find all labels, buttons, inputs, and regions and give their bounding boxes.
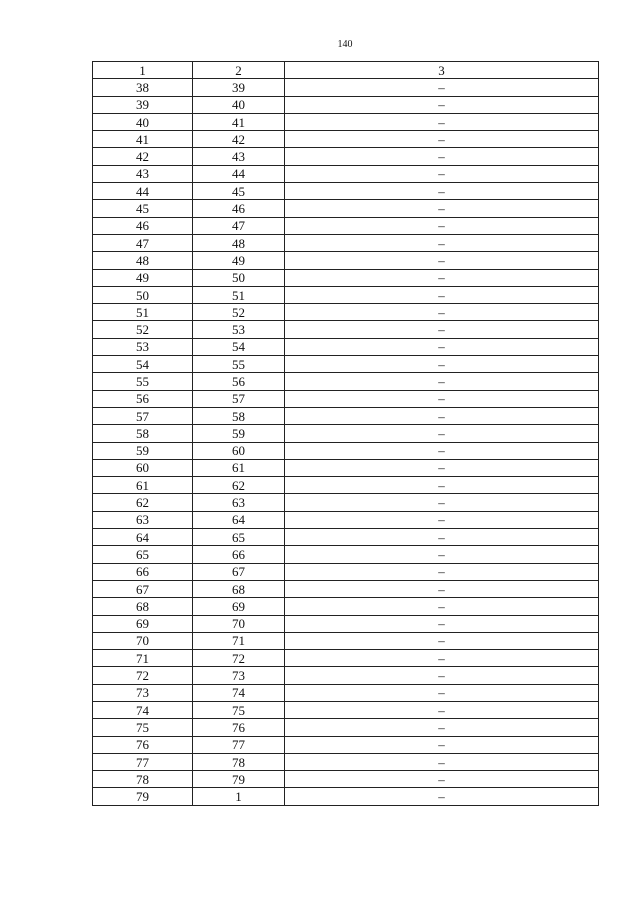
table-cell: 53	[93, 338, 193, 355]
table-cell: –	[285, 252, 599, 269]
table-row	[93, 148, 599, 165]
table-cell: 50	[93, 286, 193, 303]
table-cell: 41	[193, 113, 285, 130]
table-cell: 78	[193, 753, 285, 770]
table-cell: 62	[193, 477, 285, 494]
table-cell: 73	[93, 684, 193, 701]
table-row	[93, 390, 599, 407]
table-cell: 42	[193, 131, 285, 148]
table-cell: –	[285, 529, 599, 546]
table-cell: 67	[93, 580, 193, 597]
table-cell: 47	[193, 217, 285, 234]
table-row	[93, 217, 599, 234]
table-row	[93, 788, 599, 805]
table-cell: 72	[93, 667, 193, 684]
table-row	[93, 701, 599, 718]
table-row	[93, 546, 599, 563]
table-cell: –	[285, 650, 599, 667]
table-row	[93, 684, 599, 701]
table-cell: 40	[193, 96, 285, 113]
table-cell: 77	[93, 753, 193, 770]
table-cell: –	[285, 580, 599, 597]
table-row	[93, 615, 599, 632]
table-cell: 43	[193, 148, 285, 165]
table-cell: 66	[93, 563, 193, 580]
table-row	[93, 113, 599, 130]
table-cell: 41	[93, 131, 193, 148]
table-row	[93, 200, 599, 217]
table-cell: –	[285, 459, 599, 476]
table-row	[93, 753, 599, 770]
table-row	[93, 286, 599, 303]
table-cell: 52	[193, 304, 285, 321]
table-cell: 79	[93, 788, 193, 805]
table-cell: –	[285, 546, 599, 563]
table-row	[93, 96, 599, 113]
table-cell: –	[285, 667, 599, 684]
table-header-row	[93, 62, 599, 79]
table-cell: 79	[193, 771, 285, 788]
table-cell: 49	[193, 252, 285, 269]
table-cell: 76	[93, 736, 193, 753]
table-cell: 59	[193, 425, 285, 442]
table-cell: –	[285, 771, 599, 788]
table-row	[93, 407, 599, 424]
table-row	[93, 356, 599, 373]
table-cell: 44	[193, 165, 285, 182]
table-cell: –	[285, 165, 599, 182]
table-cell: 72	[193, 650, 285, 667]
table-cell: –	[285, 788, 599, 805]
table-cell: 46	[193, 200, 285, 217]
table-cell: 60	[93, 459, 193, 476]
table-cell: –	[285, 269, 599, 286]
table-cell: –	[285, 131, 599, 148]
table-cell: –	[285, 615, 599, 632]
table-cell: 48	[93, 252, 193, 269]
table-cell: 69	[93, 615, 193, 632]
table-cell: –	[285, 217, 599, 234]
table-cell: 64	[193, 511, 285, 528]
table-row	[93, 234, 599, 251]
table-cell: 74	[193, 684, 285, 701]
table-cell: 75	[193, 701, 285, 718]
table-row	[93, 632, 599, 649]
table-cell: 74	[93, 701, 193, 718]
table-cell: 64	[93, 529, 193, 546]
table-cell: 61	[193, 459, 285, 476]
table-cell: –	[285, 477, 599, 494]
table-row	[93, 667, 599, 684]
table-cell: 61	[93, 477, 193, 494]
table-cell: 51	[193, 286, 285, 303]
table-cell: 44	[93, 183, 193, 200]
table-row	[93, 719, 599, 736]
table-cell: –	[285, 407, 599, 424]
table-cell: 60	[193, 442, 285, 459]
table-cell: –	[285, 511, 599, 528]
table-cell: 58	[193, 407, 285, 424]
table-cell: –	[285, 200, 599, 217]
table-row	[93, 650, 599, 667]
table-row	[93, 321, 599, 338]
table-cell: 66	[193, 546, 285, 563]
table-cell: 59	[93, 442, 193, 459]
table-row	[93, 373, 599, 390]
table-cell: 67	[193, 563, 285, 580]
table-row	[93, 252, 599, 269]
table-row	[93, 511, 599, 528]
table-cell: –	[285, 234, 599, 251]
table-cell: –	[285, 563, 599, 580]
table-row	[93, 425, 599, 442]
table-cell: –	[285, 148, 599, 165]
table-cell: 65	[193, 529, 285, 546]
table-cell: 78	[93, 771, 193, 788]
table-cell: 42	[93, 148, 193, 165]
table-row	[93, 269, 599, 286]
table-cell: 58	[93, 425, 193, 442]
table-cell: –	[285, 598, 599, 615]
column-header: 2	[193, 62, 285, 79]
table-cell: –	[285, 356, 599, 373]
table-cell: 70	[93, 632, 193, 649]
table-cell: –	[285, 701, 599, 718]
table-cell: –	[285, 321, 599, 338]
table-cell: 69	[193, 598, 285, 615]
table-cell: 54	[93, 356, 193, 373]
table-row	[93, 442, 599, 459]
table-row	[93, 736, 599, 753]
table-cell: 56	[93, 390, 193, 407]
table-cell: 55	[93, 373, 193, 390]
table-cell: 39	[93, 96, 193, 113]
table-cell: 55	[193, 356, 285, 373]
table-cell: 71	[193, 632, 285, 649]
table-cell: 62	[93, 494, 193, 511]
table-cell: –	[285, 719, 599, 736]
table-cell: –	[285, 390, 599, 407]
table-cell: 45	[93, 200, 193, 217]
table-cell: 57	[93, 407, 193, 424]
table-cell: 63	[193, 494, 285, 511]
table-cell: –	[285, 442, 599, 459]
table-cell: 50	[193, 269, 285, 286]
table-row	[93, 131, 599, 148]
table-cell: 45	[193, 183, 285, 200]
table-cell: 51	[93, 304, 193, 321]
table-cell: 46	[93, 217, 193, 234]
table-row	[93, 304, 599, 321]
table-cell: 43	[93, 165, 193, 182]
table-cell: 68	[193, 580, 285, 597]
table-cell: –	[285, 373, 599, 390]
table-cell: –	[285, 304, 599, 321]
table-row	[93, 580, 599, 597]
table-cell: –	[285, 96, 599, 113]
table-cell: –	[285, 79, 599, 96]
table-cell: –	[285, 338, 599, 355]
table-cell: –	[285, 425, 599, 442]
table-cell: 52	[93, 321, 193, 338]
table-cell: 38	[93, 79, 193, 96]
table-cell: –	[285, 736, 599, 753]
table-row	[93, 598, 599, 615]
table-row	[93, 563, 599, 580]
table-row	[93, 477, 599, 494]
table-cell: 71	[93, 650, 193, 667]
table-cell: 68	[93, 598, 193, 615]
table-cell: 75	[93, 719, 193, 736]
table-cell: –	[285, 684, 599, 701]
table-cell: –	[285, 183, 599, 200]
data-table	[92, 61, 599, 806]
table-cell: 1	[193, 788, 285, 805]
table-cell: 56	[193, 373, 285, 390]
table-row	[93, 529, 599, 546]
table-cell: –	[285, 632, 599, 649]
table-cell: –	[285, 286, 599, 303]
table-row	[93, 183, 599, 200]
table-row	[93, 494, 599, 511]
table-cell: 40	[93, 113, 193, 130]
table-cell: 65	[93, 546, 193, 563]
table-cell: 39	[193, 79, 285, 96]
table-cell: 54	[193, 338, 285, 355]
table-cell: 49	[93, 269, 193, 286]
table-cell: 73	[193, 667, 285, 684]
column-header: 1	[93, 62, 193, 79]
column-header: 3	[285, 62, 599, 79]
table-row	[93, 459, 599, 476]
table-cell: 63	[93, 511, 193, 528]
table-cell: –	[285, 113, 599, 130]
table-cell: 48	[193, 234, 285, 251]
page-number: 140	[337, 39, 353, 50]
table-cell: 57	[193, 390, 285, 407]
table-cell: 77	[193, 736, 285, 753]
table-cell: 76	[193, 719, 285, 736]
table-cell: 53	[193, 321, 285, 338]
table-row	[93, 771, 599, 788]
table-cell: –	[285, 753, 599, 770]
table-row	[93, 338, 599, 355]
table-cell: –	[285, 494, 599, 511]
table-cell: 47	[93, 234, 193, 251]
table-cell: 70	[193, 615, 285, 632]
table-row	[93, 79, 599, 96]
table-body	[93, 79, 599, 805]
table-row	[93, 165, 599, 182]
